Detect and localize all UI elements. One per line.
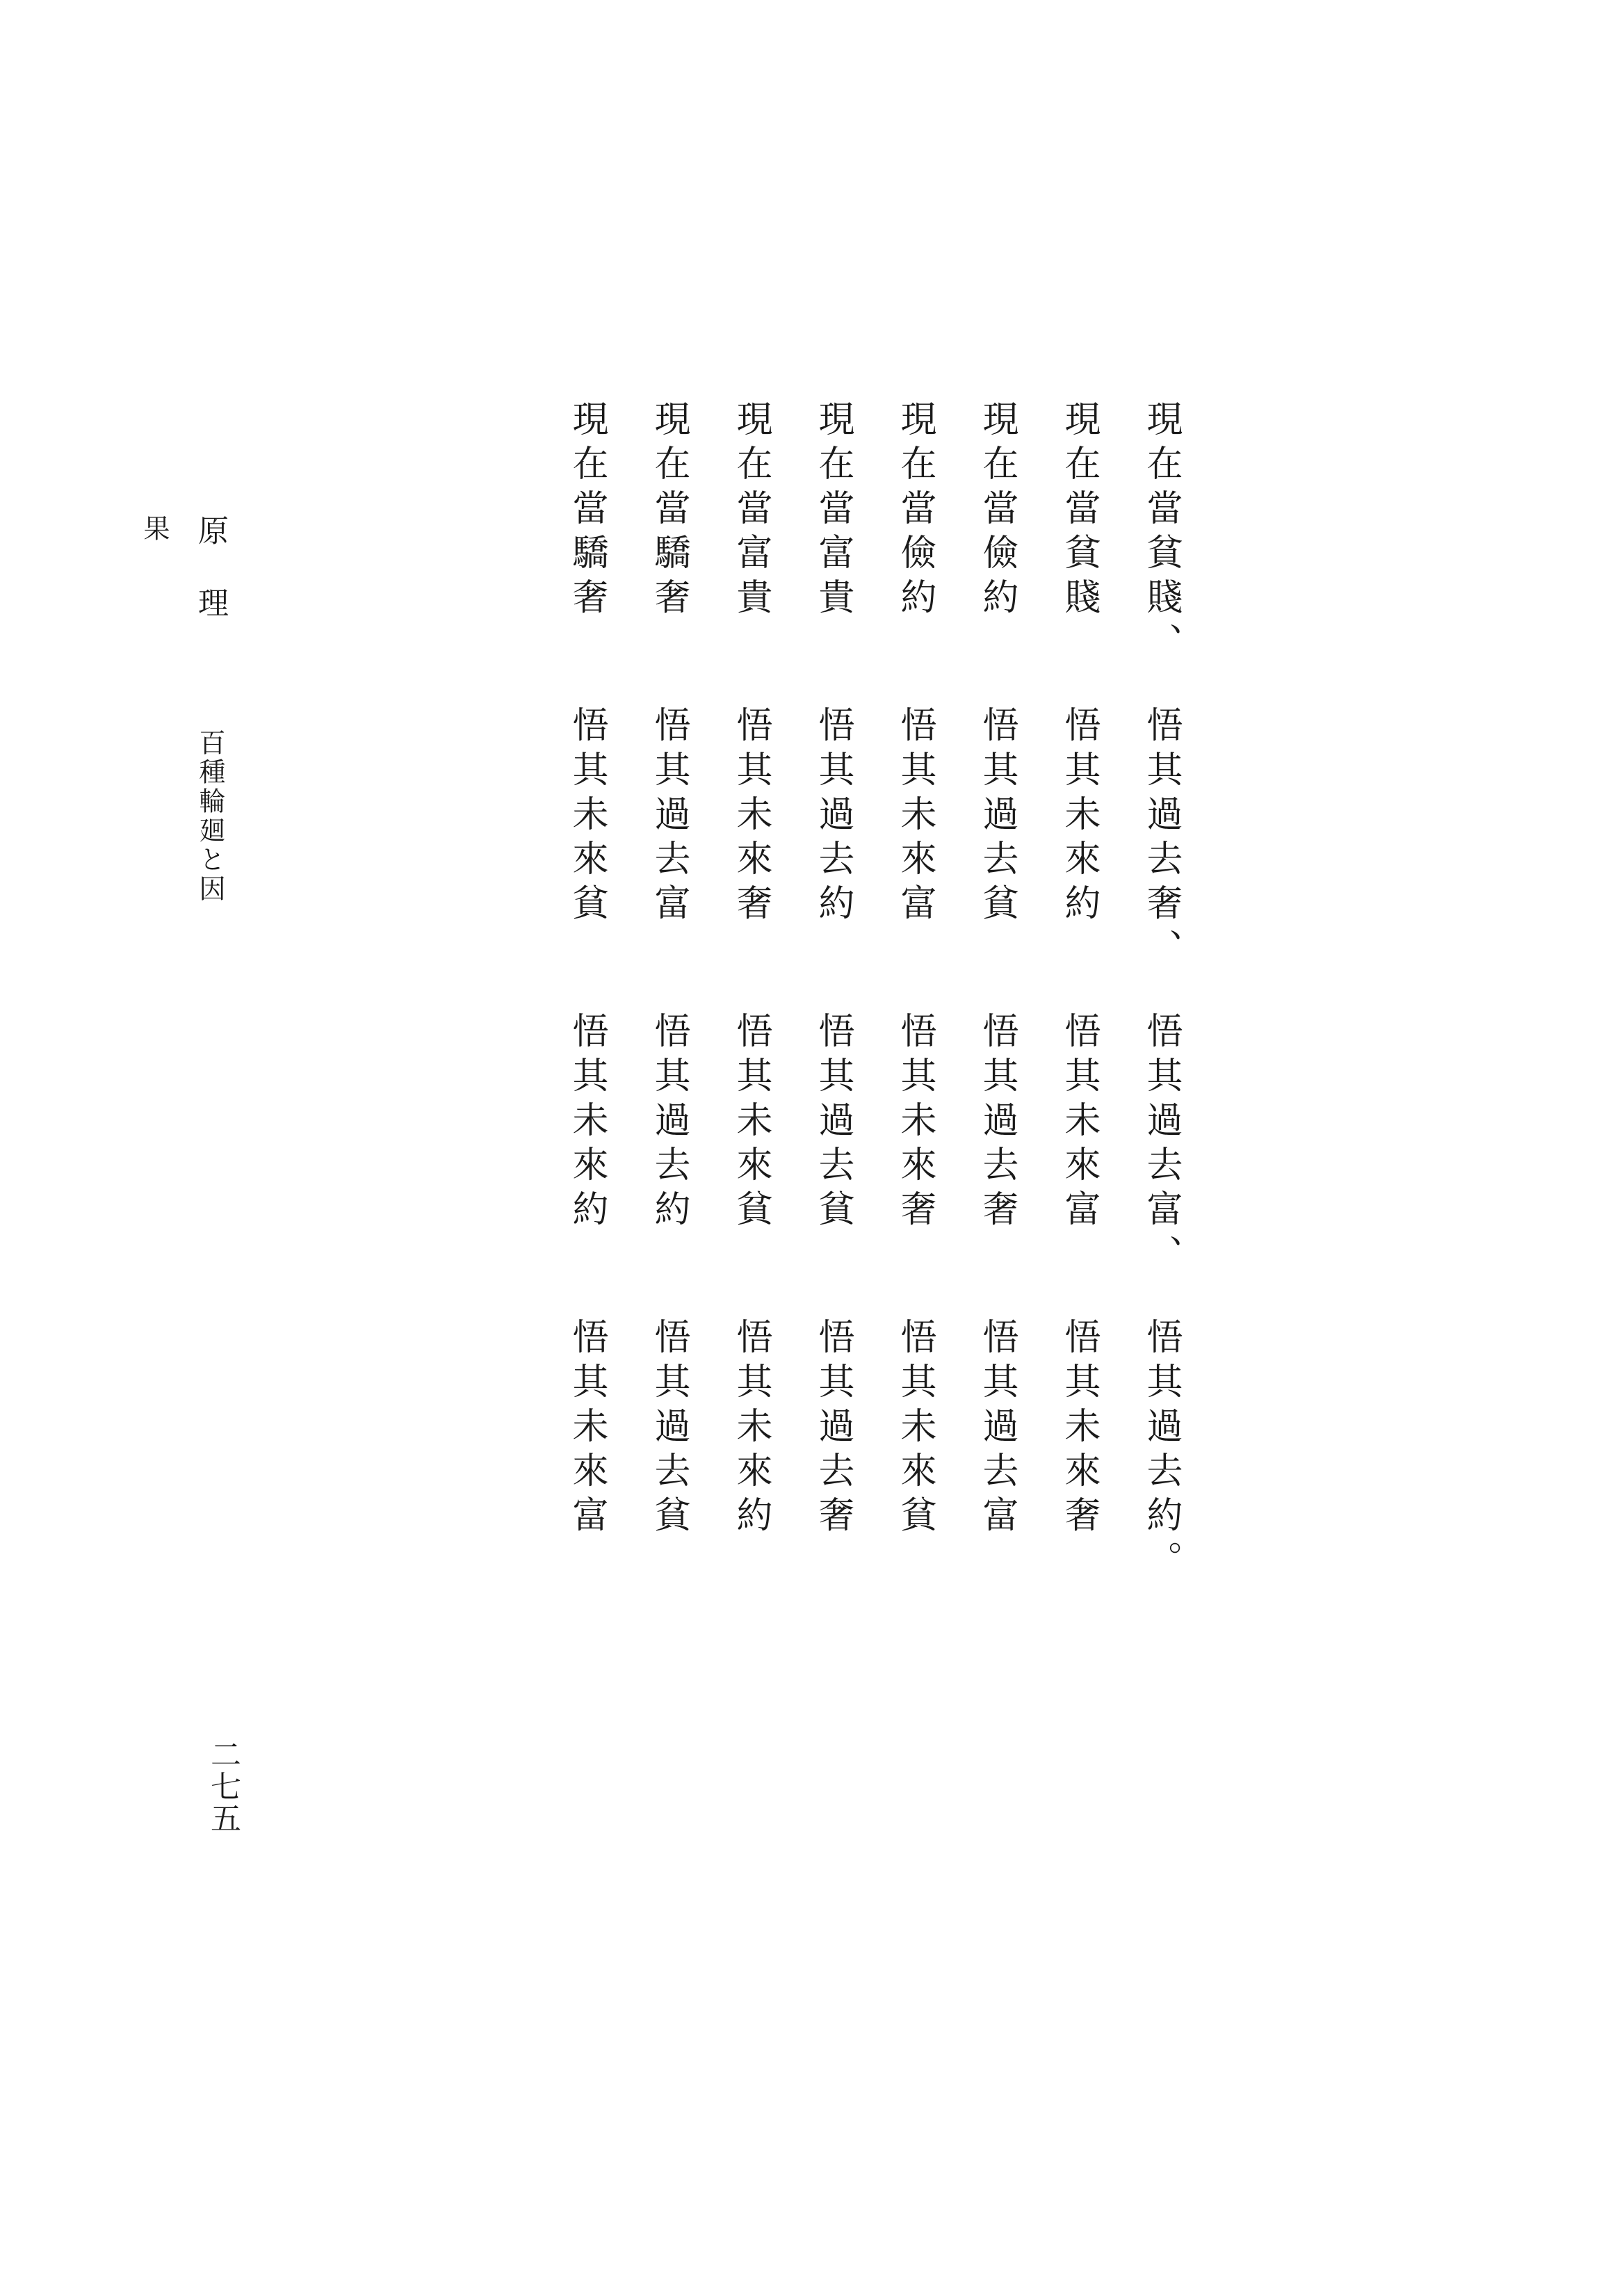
verse-line [1126,400,1196,1585]
verse-line [634,400,704,1582]
verse-line [552,400,622,1582]
verse-phrase: 悟其過去貧 [648,1318,690,1540]
verse-phrase: 悟其過去貧 [976,706,1018,928]
section-title: 原理 [193,515,228,659]
verse-phrase: 悟其過去貧 [812,1012,854,1234]
verse-phrase: 悟其未來奢 [730,706,772,928]
verse-phrase: 悟其未來奢 [894,1012,936,1234]
verse-phrase: 悟其未來富 [1058,1012,1100,1234]
verse-line [1044,400,1114,1582]
verse-phrase: 悟其過去約 [812,706,854,928]
verse-phrase: 悟其未來富 [566,1318,608,1540]
chapter-title: 百種輪廻と因果 [139,515,225,904]
verse-phrase: 悟其過去奢、 [1140,706,1182,973]
verse-phrase: 悟其過去奢 [812,1318,854,1540]
verse-line [962,400,1032,1582]
verse-block [528,400,1196,1585]
verse-phrase: 現在當貧賤、 [1140,400,1182,667]
verse-phrase: 現在當儉約 [976,400,1018,622]
verse-phrase: 悟其過去約 [648,1012,690,1234]
verse-phrase: 悟其未來貧 [566,706,608,928]
verse-phrase: 悟其未來貧 [730,1012,772,1234]
verse-line [880,400,950,1582]
running-header [139,515,238,932]
verse-phrase: 悟其未來約 [730,1318,772,1540]
verse-phrase: 悟其未來富 [894,706,936,928]
verse-phrase: 現在當富貴 [730,400,772,622]
verse-phrase: 現在當儉約 [894,400,936,622]
verse-phrase: 悟其過去富、 [1140,1012,1182,1279]
verse-phrase: 悟其過去奢 [976,1012,1018,1234]
verse-line [716,400,786,1582]
verse-phrase: 現在當驕奢 [648,400,690,622]
verse-phrase: 悟其過去富 [648,706,690,928]
verse-phrase: 悟其過去約。 [1140,1318,1182,1585]
verse-phrase: 悟其未來貧 [894,1318,936,1540]
verse-phrase: 現在當貧賤 [1058,400,1100,622]
verse-phrase: 悟其未來約 [1058,706,1100,928]
verse-phrase: 現在當驕奢 [566,400,608,622]
verse-line [798,400,868,1582]
page-number: 二七五 [205,1738,241,1834]
verse-phrase: 悟其未來奢 [1058,1318,1100,1540]
verse-phrase: 現在當富貴 [812,400,854,622]
verse-phrase: 悟其過去富 [976,1318,1018,1540]
verse-phrase: 悟其未來約 [566,1012,608,1234]
